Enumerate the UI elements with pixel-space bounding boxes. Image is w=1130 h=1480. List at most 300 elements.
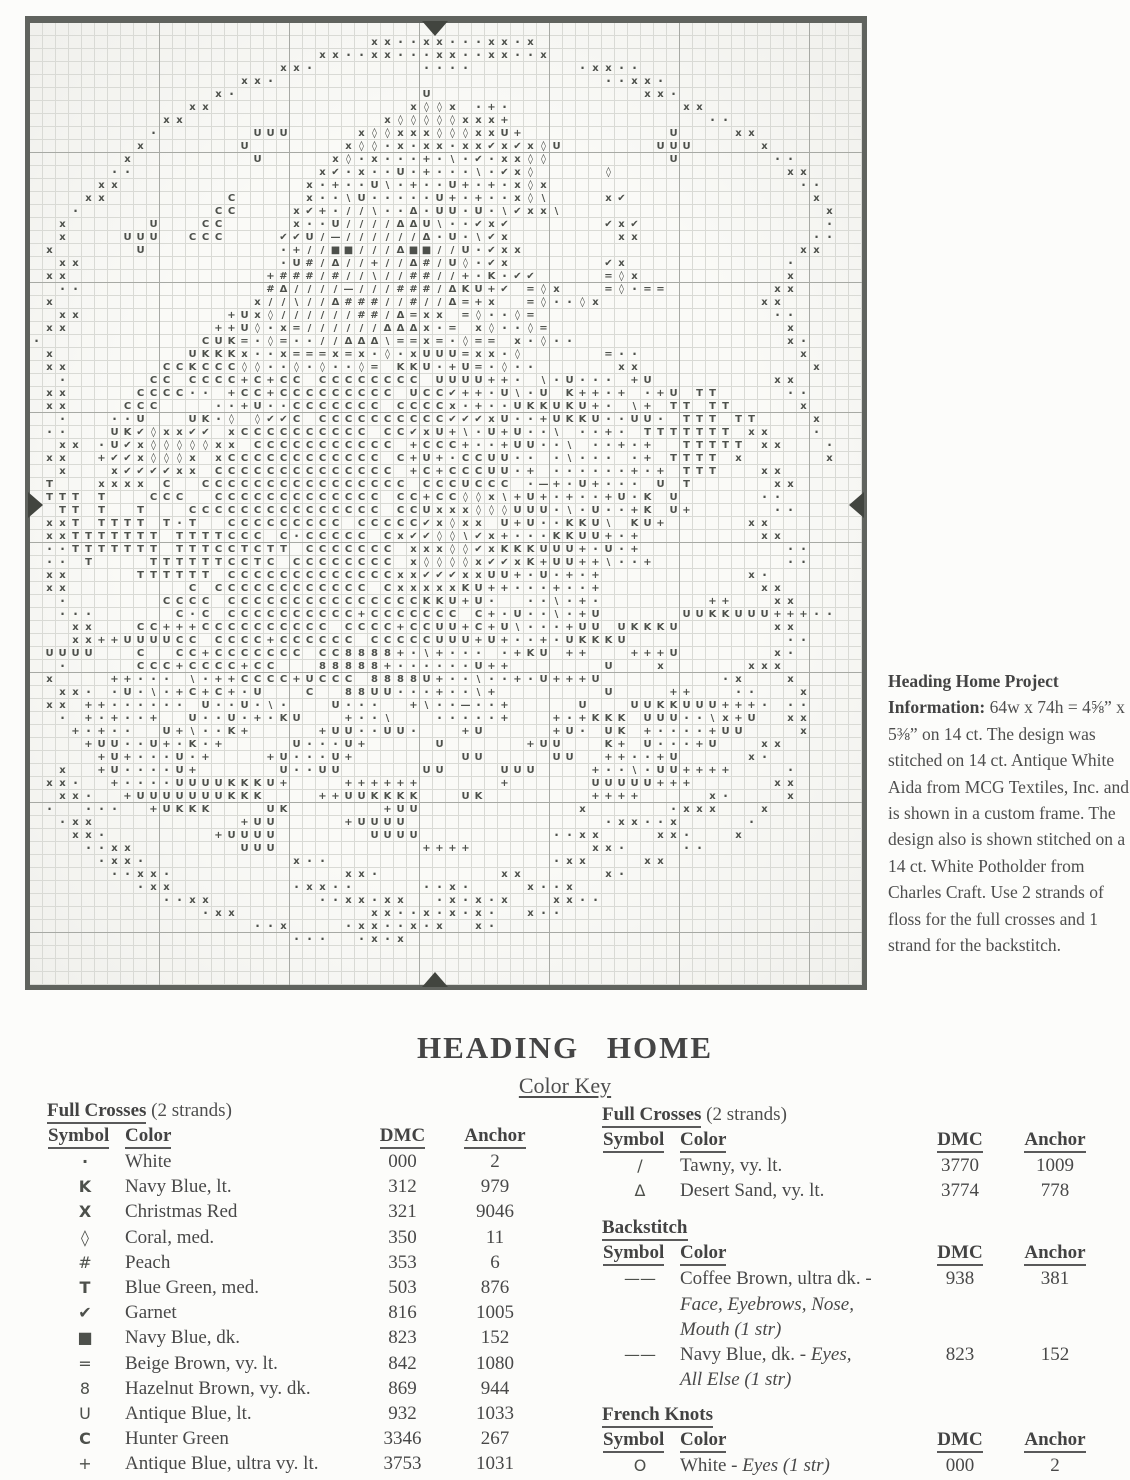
stitch-symbol: x bbox=[748, 518, 755, 529]
stitch-symbol: C bbox=[201, 505, 210, 516]
stitch-symbol: U bbox=[123, 635, 132, 646]
stitch-symbol: + bbox=[240, 726, 249, 737]
stitch-symbol: U bbox=[149, 219, 158, 230]
stitch-symbol: · bbox=[645, 464, 650, 478]
stitch-symbol: · bbox=[723, 672, 728, 686]
stitch-symbol: / bbox=[385, 284, 390, 295]
stitch-symbol: C bbox=[409, 596, 418, 607]
stitch-symbol: + bbox=[266, 752, 275, 763]
stitch-symbol: · bbox=[710, 113, 715, 127]
stitch-symbol: U bbox=[669, 141, 678, 152]
stitch-symbol: T bbox=[709, 453, 716, 464]
stitch-symbol: + bbox=[123, 674, 132, 685]
key-anchor: 1005 bbox=[476, 1302, 514, 1324]
stitch-symbol: + bbox=[162, 739, 171, 750]
stitch-symbol: x bbox=[514, 167, 521, 178]
stitch-symbol: C bbox=[344, 492, 353, 503]
stitch-symbol: U bbox=[305, 232, 314, 243]
stitch-symbol: + bbox=[617, 791, 626, 802]
stitch-symbol: + bbox=[513, 570, 522, 581]
stitch-symbol: U bbox=[136, 232, 145, 243]
stitch-symbol: C bbox=[331, 440, 340, 451]
stitch-symbol: ◊ bbox=[541, 154, 546, 165]
stitch-symbol: · bbox=[125, 412, 130, 426]
stitch-symbol: U bbox=[123, 687, 132, 698]
stitch-symbol: C bbox=[383, 518, 392, 529]
stitch-symbol: · bbox=[762, 750, 767, 764]
stitch-symbol: + bbox=[526, 466, 535, 477]
stitch-symbol: · bbox=[177, 893, 182, 907]
stitch-symbol: K bbox=[565, 531, 574, 542]
stitch-symbol: C bbox=[279, 648, 288, 659]
stitch-symbol: C bbox=[227, 492, 236, 503]
stitch-symbol: U bbox=[188, 713, 197, 724]
stitch-symbol: x bbox=[72, 310, 79, 321]
stitch-symbol: 8 bbox=[371, 661, 378, 672]
stitch-symbol: + bbox=[97, 700, 106, 711]
stitch-symbol: C bbox=[266, 596, 275, 607]
header-dmc: DMC bbox=[380, 1125, 425, 1149]
stitch-symbol: U bbox=[110, 440, 119, 451]
stitch-symbol: · bbox=[489, 438, 494, 452]
stitch-symbol: K bbox=[591, 635, 600, 646]
stitch-symbol: C bbox=[240, 648, 249, 659]
stitch-symbol: C bbox=[344, 557, 353, 568]
stitch-symbol: U bbox=[630, 414, 639, 425]
stitch-symbol: = bbox=[643, 284, 652, 295]
stitch-symbol: U bbox=[448, 232, 457, 243]
stitch-symbol: · bbox=[476, 269, 481, 283]
key-anchor: 9046 bbox=[476, 1201, 514, 1223]
stitch-symbol: U bbox=[422, 674, 431, 685]
stitch-symbol: x bbox=[215, 89, 222, 100]
stitch-symbol: U bbox=[578, 531, 587, 542]
stitch-symbol: x bbox=[618, 817, 625, 828]
stitch-symbol: \ bbox=[424, 648, 429, 659]
stitch-symbol: \ bbox=[463, 531, 468, 542]
stitch-symbol: x bbox=[59, 323, 66, 334]
stitch-symbol: + bbox=[266, 635, 275, 646]
stitch-symbol: K bbox=[188, 739, 197, 750]
stitch-symbol: K bbox=[409, 791, 418, 802]
stitch-symbol: x bbox=[501, 37, 508, 48]
stitch-symbol: + bbox=[552, 713, 561, 724]
stitch-symbol: C bbox=[344, 401, 353, 412]
stitch-symbol: ◊ bbox=[203, 440, 208, 451]
stitch-symbol: / bbox=[346, 219, 351, 230]
stitch-symbol: = bbox=[604, 271, 613, 282]
stitch-symbol: x bbox=[787, 284, 794, 295]
stitch-symbol: C bbox=[422, 401, 431, 412]
stitch-symbol: · bbox=[138, 750, 143, 764]
stitch-symbol: U bbox=[136, 635, 145, 646]
stitch-symbol: + bbox=[461, 596, 470, 607]
stitch-symbol: · bbox=[593, 451, 598, 465]
stitch-symbol: C bbox=[305, 388, 314, 399]
stitch-symbol: C bbox=[266, 479, 275, 490]
stitch-symbol: · bbox=[164, 685, 169, 699]
stitch-symbol: Δ bbox=[331, 297, 340, 308]
stitch-symbol: · bbox=[281, 256, 286, 270]
stitch-symbol: x bbox=[579, 804, 586, 815]
stitch-symbol: · bbox=[541, 425, 546, 439]
key-anchor: 1009 bbox=[1036, 1155, 1074, 1176]
stitch-symbol: C bbox=[253, 375, 262, 386]
stitch-symbol: · bbox=[307, 360, 312, 374]
stitch-symbol: x bbox=[423, 336, 430, 347]
stitch-symbol: + bbox=[409, 453, 418, 464]
stitch-symbol: U bbox=[695, 609, 704, 620]
stitch-symbol: ✔ bbox=[266, 414, 275, 425]
stitch-symbol: x bbox=[85, 635, 92, 646]
key-header-row bbox=[600, 1129, 1120, 1151]
stitch-symbol: · bbox=[320, 932, 325, 946]
stitch-symbol: x bbox=[475, 141, 482, 152]
stitch-symbol: · bbox=[398, 347, 403, 361]
stitch-symbol: / bbox=[385, 297, 390, 308]
stitch-symbol: · bbox=[476, 48, 481, 62]
stitch-symbol: x bbox=[761, 739, 768, 750]
stitch-symbol: ◊ bbox=[619, 284, 624, 295]
stitch-symbol: C bbox=[487, 479, 496, 490]
stitch-symbol: U bbox=[760, 609, 769, 620]
stitch-symbol: U bbox=[45, 648, 54, 659]
key-dmc: 3753 bbox=[383, 1453, 422, 1475]
stitch-symbol: · bbox=[541, 581, 546, 595]
stitch-symbol: x bbox=[774, 284, 781, 295]
stitch-symbol: C bbox=[136, 648, 145, 659]
stitch-symbol: U bbox=[435, 635, 444, 646]
key-row bbox=[45, 1199, 550, 1224]
stitch-symbol: · bbox=[346, 165, 351, 179]
stitch-symbol: + bbox=[786, 609, 795, 620]
stitch-symbol: U bbox=[240, 310, 249, 321]
stitch-symbol: + bbox=[526, 739, 535, 750]
stitch-symbol: C bbox=[318, 622, 327, 633]
stitch-symbol: C bbox=[240, 596, 249, 607]
stitch-symbol: C bbox=[331, 479, 340, 490]
stitch-symbol: · bbox=[229, 87, 234, 101]
stitch-symbol: x bbox=[410, 583, 417, 594]
stitch-symbol: · bbox=[788, 256, 793, 270]
stitch-symbol: C bbox=[357, 622, 366, 633]
stitch-symbol: · bbox=[125, 776, 130, 790]
stitch-symbol: · bbox=[619, 74, 624, 88]
stitch-symbol: · bbox=[203, 711, 208, 725]
stitch-symbol: U bbox=[552, 544, 561, 555]
stitch-symbol: U bbox=[682, 700, 691, 711]
stitch-symbol: x bbox=[215, 440, 222, 451]
stitch-symbol: · bbox=[411, 646, 416, 660]
stitch-symbol: + bbox=[656, 518, 665, 529]
stitch-symbol: x bbox=[683, 102, 690, 113]
stitch-symbol: · bbox=[619, 425, 624, 439]
stitch-symbol: + bbox=[84, 713, 93, 724]
stitch-symbol: C bbox=[422, 388, 431, 399]
key-symbol: # bbox=[78, 1252, 92, 1272]
stitch-symbol: C bbox=[461, 453, 470, 464]
stitch-symbol: · bbox=[528, 425, 533, 439]
stitch-symbol: ◊ bbox=[229, 414, 234, 425]
stitch-symbol: K bbox=[253, 791, 262, 802]
stitch-symbol: C bbox=[253, 466, 262, 477]
stitch-symbol: + bbox=[383, 804, 392, 815]
stitch-symbol: ✔ bbox=[279, 414, 288, 425]
stitch-symbol: K bbox=[643, 492, 652, 503]
stitch-symbol: + bbox=[682, 687, 691, 698]
stitch-symbol: x bbox=[215, 453, 222, 464]
stitch-symbol: x bbox=[306, 193, 313, 204]
stitch-symbol: = bbox=[526, 284, 535, 295]
stitch-symbol: · bbox=[489, 165, 494, 179]
stitch-symbol: C bbox=[292, 557, 301, 568]
key-symbol: O bbox=[633, 1456, 647, 1476]
stitch-symbol: C bbox=[344, 440, 353, 451]
stitch-symbol: C bbox=[357, 531, 366, 542]
stitch-symbol: · bbox=[762, 698, 767, 712]
stitch-symbol: Δ bbox=[396, 219, 405, 230]
stitch-symbol: = bbox=[539, 323, 548, 334]
stitch-symbol: x bbox=[813, 245, 820, 256]
stitch-symbol: + bbox=[500, 531, 509, 542]
stitch-symbol: x bbox=[579, 856, 586, 867]
stitch-symbol: + bbox=[630, 544, 639, 555]
stitch-symbol: + bbox=[552, 583, 561, 594]
stitch-symbol: x bbox=[163, 882, 170, 893]
stitch-symbol: + bbox=[409, 778, 418, 789]
stitch-symbol: U bbox=[240, 323, 249, 334]
stitch-symbol: + bbox=[487, 102, 496, 113]
stitch-symbol: + bbox=[630, 505, 639, 516]
stitch-symbol: x bbox=[800, 401, 807, 412]
stitch-symbol: + bbox=[656, 466, 665, 477]
stitch-symbol: T bbox=[696, 440, 703, 451]
stitch-symbol: U bbox=[604, 687, 613, 698]
stitch-symbol: · bbox=[320, 854, 325, 868]
stitch-symbol: C bbox=[357, 596, 366, 607]
stitch-symbol: · bbox=[554, 490, 559, 504]
stitch-symbol: C bbox=[279, 388, 288, 399]
stitch-symbol: C bbox=[409, 414, 418, 425]
stitch-symbol: U bbox=[240, 141, 249, 152]
stitch-symbol: + bbox=[500, 375, 509, 386]
stitch-symbol: x bbox=[46, 388, 53, 399]
stitch-symbol: · bbox=[34, 334, 39, 348]
stitch-symbol: · bbox=[268, 399, 273, 413]
stitch-symbol: K bbox=[578, 635, 587, 646]
stitch-symbol: · bbox=[450, 672, 455, 686]
stitch-symbol: x bbox=[241, 349, 248, 360]
stitch-symbol: C bbox=[123, 401, 132, 412]
stitch-symbol: K bbox=[279, 804, 288, 815]
stitch-symbol: · bbox=[554, 633, 559, 647]
stitch-symbol: U bbox=[513, 440, 522, 451]
stitch-symbol: = bbox=[396, 336, 405, 347]
stitch-symbol: C bbox=[292, 622, 301, 633]
stitch-symbol: x bbox=[774, 375, 781, 386]
stitch-symbol: C bbox=[331, 648, 340, 659]
stitch-symbol: T bbox=[189, 570, 196, 581]
stitch-symbol: C bbox=[292, 492, 301, 503]
stitch-symbol: · bbox=[801, 386, 806, 400]
stitch-symbol: # bbox=[422, 258, 431, 269]
stitch-symbol: · bbox=[515, 48, 520, 62]
stitch-symbol: + bbox=[448, 843, 457, 854]
stitch-symbol: · bbox=[580, 373, 585, 387]
stitch-symbol: x bbox=[59, 362, 66, 373]
stitch-symbol: C bbox=[279, 596, 288, 607]
stitch-symbol: C bbox=[331, 531, 340, 542]
stitch-symbol: U bbox=[682, 141, 691, 152]
stitch-symbol: ◊ bbox=[255, 323, 260, 334]
stitch-symbol: · bbox=[671, 737, 676, 751]
stitch-symbol: x bbox=[358, 869, 365, 880]
stitch-symbol: C bbox=[162, 661, 171, 672]
stitch-symbol: · bbox=[359, 48, 364, 62]
stitch-symbol: C bbox=[149, 401, 158, 412]
stitch-symbol: C bbox=[292, 375, 301, 386]
stitch-symbol: T bbox=[215, 531, 222, 542]
stitch-symbol: x bbox=[189, 453, 196, 464]
stitch-symbol: U bbox=[578, 700, 587, 711]
stitch-symbol: C bbox=[409, 375, 418, 386]
stitch-symbol: U bbox=[279, 752, 288, 763]
stitch-symbol: U bbox=[604, 778, 613, 789]
stitch-symbol: C bbox=[240, 557, 249, 568]
stitch-symbol: · bbox=[307, 763, 312, 777]
stitch-symbol: · bbox=[593, 490, 598, 504]
stitch-symbol: C bbox=[396, 414, 405, 425]
stitch-symbol: x bbox=[59, 401, 66, 412]
stitch-symbol: U bbox=[188, 349, 197, 360]
stitch-symbol: x bbox=[410, 570, 417, 581]
stitch-symbol: C bbox=[214, 505, 223, 516]
stitch-symbol: T bbox=[189, 557, 196, 568]
stitch-symbol: C bbox=[331, 401, 340, 412]
stitch-symbol: T bbox=[202, 544, 209, 555]
stitch-symbol: · bbox=[489, 308, 494, 322]
stitch-symbol: U bbox=[201, 791, 210, 802]
stitch-symbol: C bbox=[409, 609, 418, 620]
stitch-symbol: · bbox=[216, 399, 221, 413]
stitch-symbol: · bbox=[684, 841, 689, 855]
stitch-symbol: + bbox=[409, 700, 418, 711]
stitch-symbol: K bbox=[201, 804, 210, 815]
stitch-symbol: ✔ bbox=[448, 388, 457, 399]
stitch-symbol: ✔ bbox=[474, 154, 483, 165]
stitch-symbol: C bbox=[240, 466, 249, 477]
stitch-symbol: x bbox=[449, 882, 456, 893]
stitch-symbol: C bbox=[214, 661, 223, 672]
stitch-symbol: C bbox=[318, 479, 327, 490]
stitch-symbol: · bbox=[528, 334, 533, 348]
stitch-symbol: C bbox=[292, 401, 301, 412]
key-right-full-rows bbox=[600, 1153, 1120, 1203]
stitch-symbol: x bbox=[696, 804, 703, 815]
stitch-symbol: · bbox=[411, 906, 416, 920]
stitch-symbol: · bbox=[450, 165, 455, 179]
stitch-symbol: C bbox=[253, 661, 262, 672]
stitch-symbol: x bbox=[488, 219, 495, 230]
stitch-symbol: · bbox=[463, 685, 468, 699]
stitch-symbol: T bbox=[696, 388, 703, 399]
stitch-symbol: + bbox=[266, 388, 275, 399]
stitch-symbol: ✔ bbox=[123, 466, 132, 477]
stitch-symbol: · bbox=[437, 152, 442, 166]
stitch-symbol: · bbox=[177, 698, 182, 712]
stitch-symbol: + bbox=[656, 778, 665, 789]
stitch-symbol: x bbox=[501, 895, 508, 906]
stitch-symbol: ◊ bbox=[528, 180, 533, 191]
stitch-symbol: ◊ bbox=[385, 128, 390, 139]
stitch-symbol: \ bbox=[476, 167, 481, 178]
stitch-symbol: · bbox=[372, 165, 377, 179]
stitch-symbol: T bbox=[72, 531, 79, 542]
stitch-symbol: C bbox=[266, 661, 275, 672]
stitch-symbol: · bbox=[723, 113, 728, 127]
stitch-symbol: / bbox=[372, 323, 377, 334]
stitch-symbol: · bbox=[229, 698, 234, 712]
stitch-symbol: · bbox=[775, 308, 780, 322]
stitch-symbol: U bbox=[474, 752, 483, 763]
stitch-symbol: · bbox=[580, 451, 585, 465]
stitch-symbol: C bbox=[175, 648, 184, 659]
stitch-symbol: C bbox=[305, 401, 314, 412]
stitch-symbol: C bbox=[240, 427, 249, 438]
stitch-symbol: · bbox=[528, 360, 533, 374]
stitch-symbol: ◊ bbox=[528, 323, 533, 334]
stitch-symbol: ✔ bbox=[409, 531, 418, 542]
stitch-symbol: \ bbox=[476, 232, 481, 243]
stitch-symbol: · bbox=[450, 659, 455, 673]
stitch-symbol: · bbox=[125, 698, 130, 712]
stitch-symbol: + bbox=[643, 557, 652, 568]
stitch-symbol: x bbox=[787, 778, 794, 789]
stitch-symbol: U bbox=[565, 544, 574, 555]
stitch-symbol: + bbox=[643, 453, 652, 464]
stitch-symbol: U bbox=[266, 830, 275, 841]
stitch-symbol: + bbox=[578, 674, 587, 685]
stitch-symbol: U bbox=[513, 505, 522, 516]
stitch-symbol: · bbox=[684, 724, 689, 738]
stitch-symbol: ◊ bbox=[502, 505, 507, 516]
stitch-symbol: ◊ bbox=[541, 336, 546, 347]
stitch-symbol: · bbox=[86, 724, 91, 738]
stitch-symbol: / bbox=[385, 219, 390, 230]
stitch-symbol: + bbox=[175, 726, 184, 737]
stitch-symbol: T bbox=[176, 570, 183, 581]
stitch-symbol: ◊ bbox=[606, 167, 611, 178]
stitch-symbol: x bbox=[384, 50, 391, 61]
stitch-symbol: · bbox=[632, 61, 637, 75]
stitch-symbol: ◊ bbox=[515, 310, 520, 321]
key-dmc: 350 bbox=[388, 1226, 417, 1248]
stitch-symbol: C bbox=[331, 557, 340, 568]
stitch-symbol: = bbox=[344, 349, 353, 360]
stitch-symbol: · bbox=[411, 35, 416, 49]
stitch-symbol: = bbox=[474, 362, 483, 373]
stitch-symbol: ■ bbox=[330, 245, 341, 256]
stitch-symbol: + bbox=[500, 713, 509, 724]
stitch-symbol: C bbox=[253, 544, 262, 555]
stitch-symbol: C bbox=[357, 440, 366, 451]
stitch-symbol: T bbox=[735, 440, 742, 451]
key-color-name: Christmas Red bbox=[125, 1201, 238, 1223]
stitch-symbol: · bbox=[502, 347, 507, 361]
stitch-symbol: C bbox=[175, 362, 184, 373]
stitch-symbol: x bbox=[371, 154, 378, 165]
stitch-symbol: x bbox=[514, 193, 521, 204]
